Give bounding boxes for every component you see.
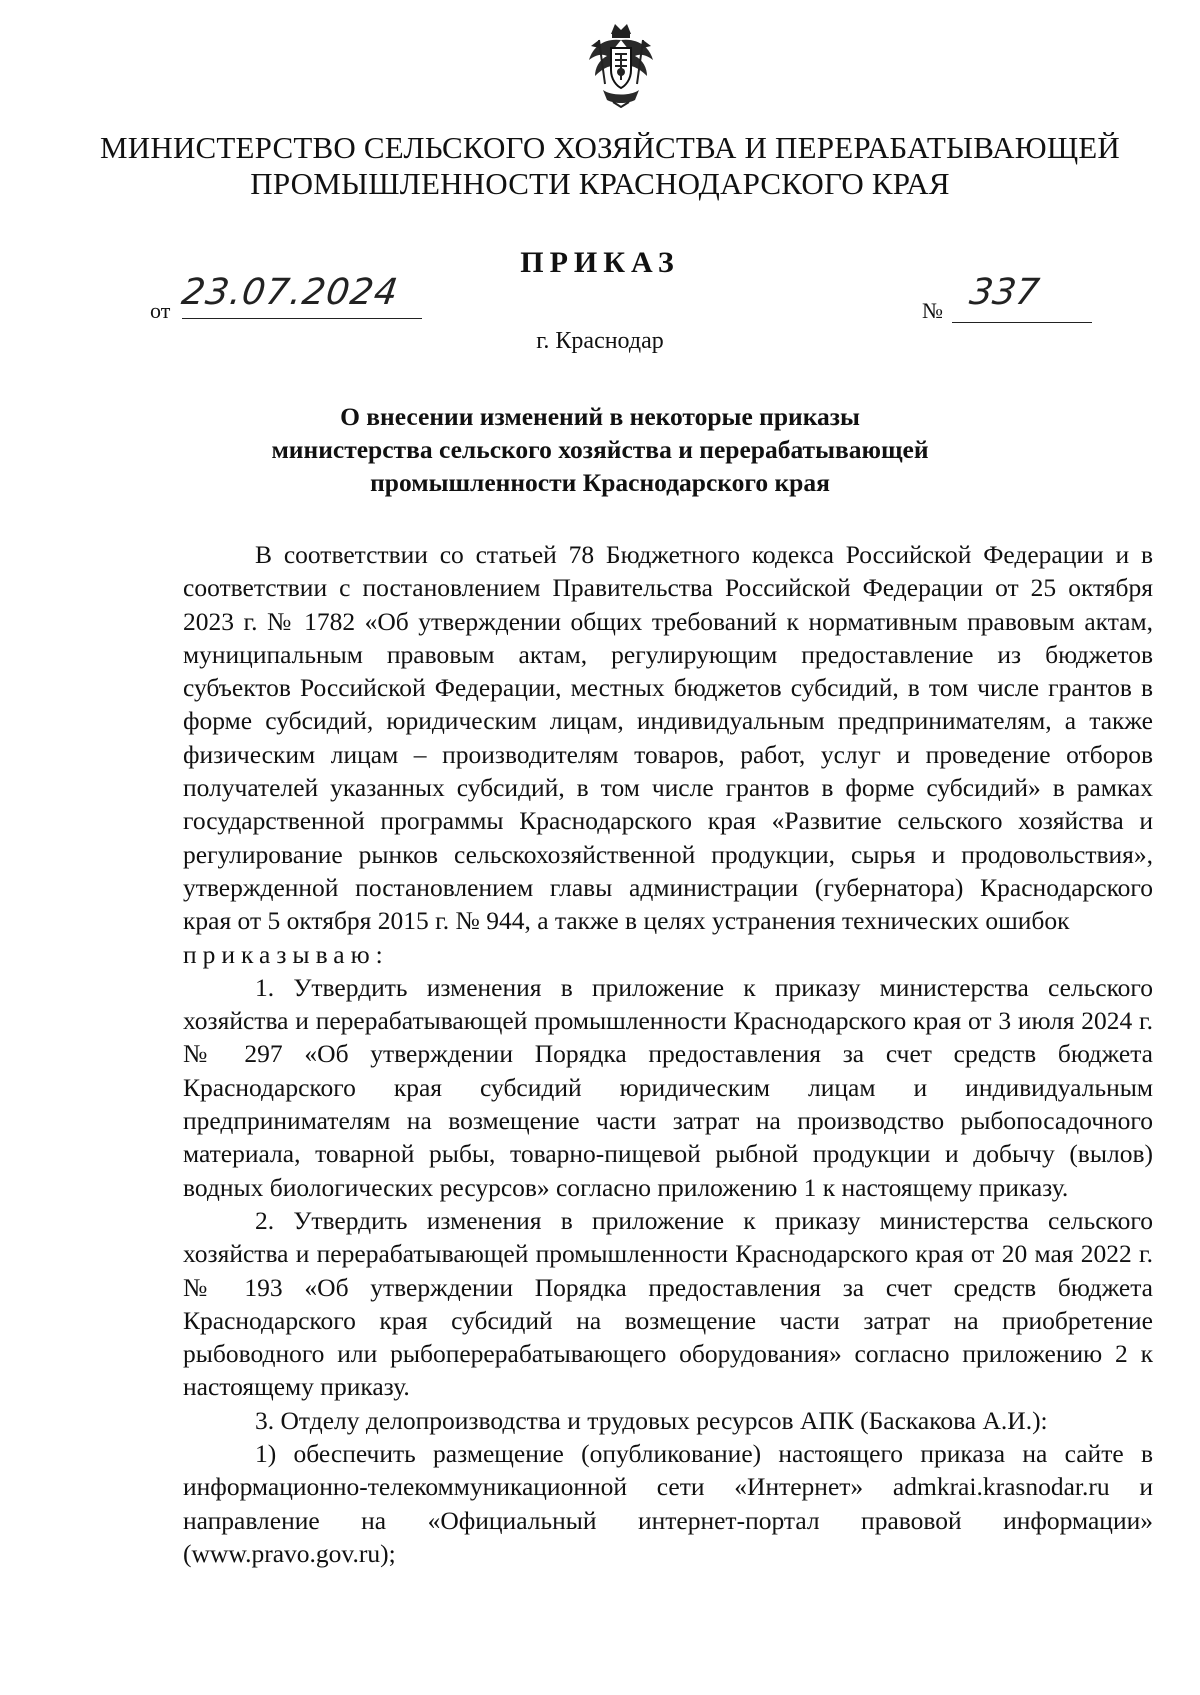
date-number-row bbox=[150, 272, 1100, 332]
ministry-name-line-1: МИНИСТЕРСТВО СЕЛЬСКОГО ХОЗЯЙСТВА И ПЕРЕРАБАТЫВАЮЩЕЙ bbox=[100, 130, 1121, 165]
subject-line-3: промышленности Краснодарского края bbox=[370, 468, 830, 497]
order-body bbox=[183, 538, 1153, 1570]
item-3-1-paragraph: 1) обеспечить размещение (опубликование) настоящего приказа на сайте в информационно-телекоммуникационной сети «Интернет» admkrai.krasnodar.ru и направление на «Официальный интернет-портал правовой информации» (www.pravo.gov.ru); bbox=[183, 1439, 1153, 1568]
number-underline bbox=[952, 322, 1092, 323]
order-subject bbox=[200, 400, 1000, 499]
item-3-paragraph: 3. Отделу делопроизводства и трудовых ресурсов АПК (Баскакова А.И.): bbox=[255, 1405, 1048, 1435]
subject-line-2: министерства сельского хозяйства и перерабатывающей bbox=[271, 435, 929, 464]
order-word-paragraph bbox=[183, 938, 1153, 971]
city: г. Краснодар bbox=[536, 328, 664, 354]
item-1-paragraph: 1. Утвердить изменения в приложение к приказу министерства сельского хозяйства и перерабатывающей промышленности Краснодарского края от 3 июля 2024 г. № 297 «Об утверждении Порядка предоставления за счет средств бюджета Краснодарского края субсидий юридическим лицам и индивидуальным предпринимателям на возмещение части затрат на производство рыбопосадочного материала, товарной рыбы, товарно-пищевой рыбной продукции и добычу (вылов) водных биологических ресурсов» согласно приложению 1 к настоящему приказу. bbox=[183, 972, 1153, 1202]
ministry-name bbox=[100, 130, 1121, 202]
preamble-paragraph: В соответствии со статьей 78 Бюджетного кодекса Российской Федерации и в соответствии с постановлением Правительства Российской Федерации от 25 октября 2023 г. № 1782 «Об утверждении общих требований к нормативным правовым актам, муниципальным правовым актам, регулирующим предоставление из бюджетов субъектов Российской Федерации, местных бюджетов субсидий, в том числе грантов в форме субсидий, юридическим лицам, индивидуальным предпринимателям, а также физическим лицам – производителям товаров, работ, услуг и проведение отборов получателей указанных субсидий, в том числе грантов в форме субсидий» в рамках государственной программы Краснодарского края «Развитие сельского хозяйства и регулирование рынков сельскохозяйственной продукции, сырья и продовольствия», утвержденной постановлением главы администрации (губернатора) Краснодарского края от 5 октября 2015 г. № 944, а также в целях устранения технических ошибок bbox=[183, 540, 1153, 936]
date-underline bbox=[182, 318, 422, 319]
ministry-name-line-2: ПРОМЫШЛЕННОСТИ КРАСНОДАРСКОГО КРАЯ bbox=[250, 166, 950, 201]
order-word: приказываю: bbox=[183, 939, 389, 969]
order-date: 23.07.2024 bbox=[179, 272, 402, 313]
order-number: 337 bbox=[967, 272, 1042, 313]
coat-of-arms-icon bbox=[585, 20, 657, 108]
number-prefix: № bbox=[922, 298, 943, 323]
date-prefix: от bbox=[150, 298, 171, 323]
item-2-paragraph: 2. Утвердить изменения в приложение к приказу министерства сельского хозяйства и перерабатывающей промышленности Краснодарского края от 20 мая 2022 г. № 193 «Об утверждении Порядка предоставления за счет средств бюджета Краснодарского края субсидий на возмещение части затрат на приобретение рыбоводного или рыбоперерабатывающего оборудования» согласно приложению 2 к настоящему приказу. bbox=[183, 1205, 1153, 1402]
order-title: ПРИКАЗ bbox=[520, 246, 680, 279]
subject-line-1: О внесении изменений в некоторые приказы bbox=[340, 402, 860, 431]
